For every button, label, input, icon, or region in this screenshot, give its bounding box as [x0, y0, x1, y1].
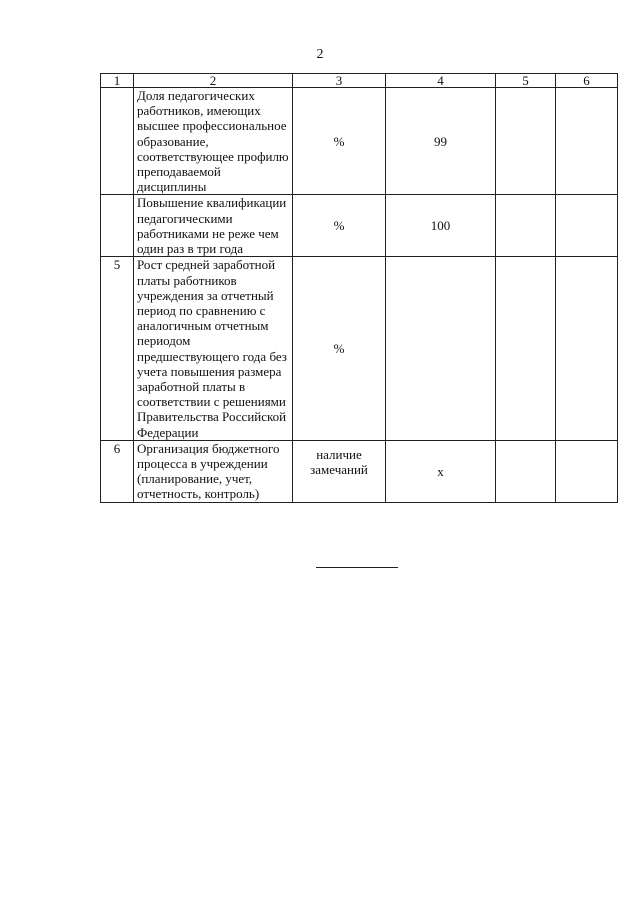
- col6-cell: [556, 257, 618, 440]
- indicator-name: Организация бюджетного процесса в учреждении (планирование, учет, отчетность, контроль): [134, 440, 293, 502]
- value-cell: 99: [386, 88, 496, 195]
- col6-cell: [556, 88, 618, 195]
- col6-cell: [556, 440, 618, 502]
- indicator-name: Повышение квалификации педагогическими работниками не реже чем один раз в три года: [134, 195, 293, 257]
- row-number: 5: [101, 257, 134, 440]
- value-cell: х: [386, 440, 496, 502]
- value-cell: 100: [386, 195, 496, 257]
- col5-cell: [496, 88, 556, 195]
- table-row: [101, 440, 618, 502]
- row-number: [101, 88, 134, 195]
- unit-cell: наличие замечаний: [293, 440, 386, 502]
- unit-cell: %: [293, 88, 386, 195]
- header-cell: 5: [496, 74, 556, 88]
- row-number: 6: [101, 440, 134, 502]
- col6-cell: [556, 195, 618, 257]
- indicators-table: [100, 73, 618, 503]
- page-number: 2: [316, 47, 324, 62]
- col5-cell: [496, 257, 556, 440]
- unit-cell: %: [293, 257, 386, 440]
- col5-cell: [496, 195, 556, 257]
- row-number: [101, 195, 134, 257]
- table-header-row: [101, 74, 618, 88]
- indicator-name: Рост средней заработной платы работников учреждения за отчетный период по сравнению с аналогичным отчетным периодом предшествующего года без учета повышения размера заработной платы в соответствии с решениями Правительства Российской Федерации: [134, 257, 293, 440]
- header-cell: 1: [101, 74, 134, 88]
- unit-cell: %: [293, 195, 386, 257]
- table-row: [101, 88, 618, 195]
- col5-cell: [496, 440, 556, 502]
- value-cell: [386, 257, 496, 440]
- table-row: [101, 195, 618, 257]
- table-row: [101, 257, 618, 440]
- footer-divider: [316, 567, 398, 568]
- header-cell: 4: [386, 74, 496, 88]
- header-cell: 3: [293, 74, 386, 88]
- indicator-name: Доля педагогических работников, имеющих высшее профессиональное образование, соответствующее профилю преподаваемой дисциплины: [134, 88, 293, 195]
- header-cell: 2: [134, 74, 293, 88]
- header-cell: 6: [556, 74, 618, 88]
